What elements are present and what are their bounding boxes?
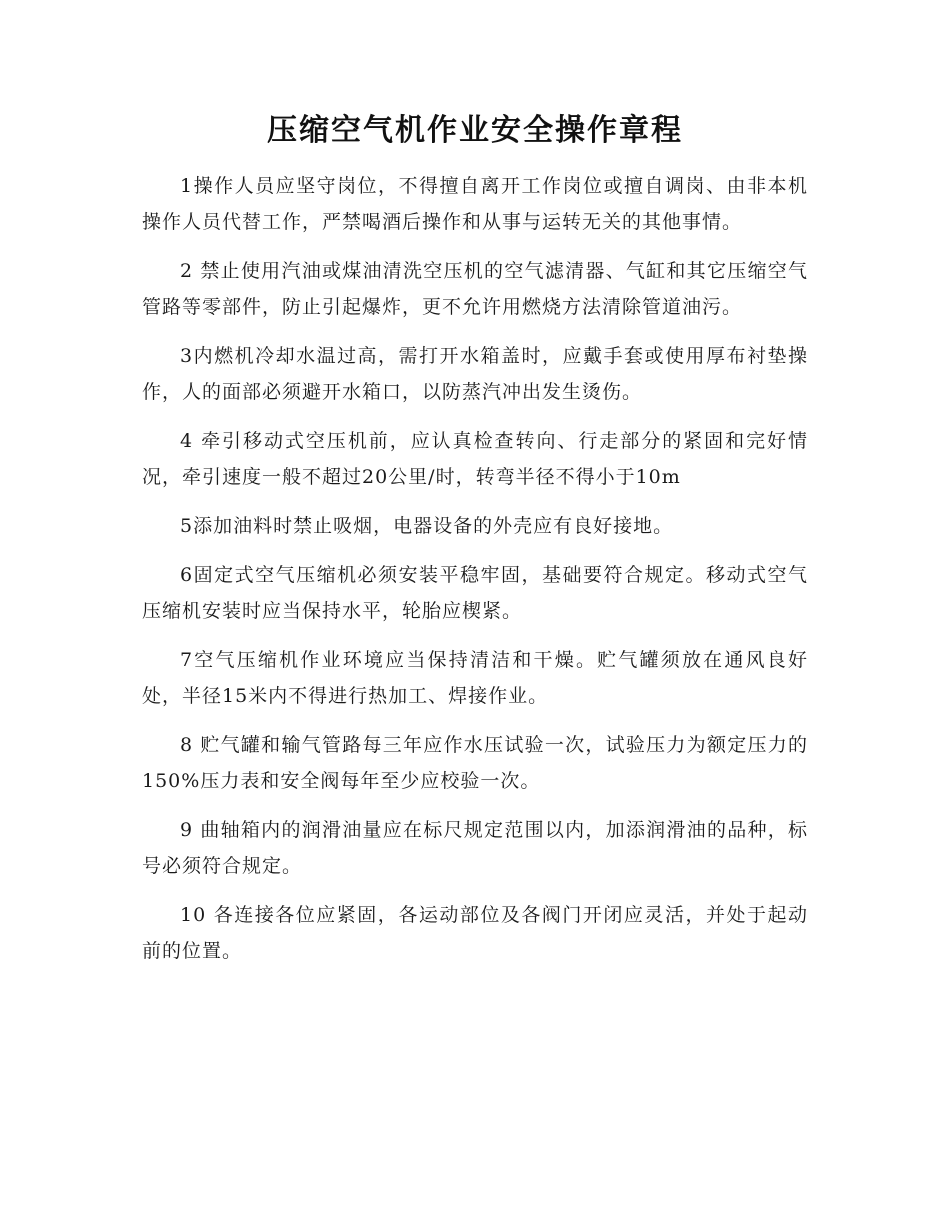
clause-1: 1操作人员应坚守岗位，不得擅自离开工作岗位或擅自调岗、由非本机操作人员代替工作，严禁喝酒后操作和从事与运转无关的其他事情。 <box>142 175 808 233</box>
clause-6: 6固定式空气压缩机必须安装平稳牢固，基础要符合规定。移动式空气压缩机安装时应当保持水平，轮胎应楔紧。 <box>142 564 808 622</box>
clause-9: 9 曲轴箱内的润滑油量应在标尺规定范围以内，加添润滑油的品种，标号必须符合规定。 <box>142 819 808 877</box>
clause-list <box>142 168 808 969</box>
clause-2: 2 禁止使用汽油或煤油清洗空压机的空气滤清器、气缸和其它压缩空气管路等零部件，防止引起爆炸，更不允许用燃烧方法清除管道油污。 <box>142 260 808 318</box>
clause-3: 3内燃机冷却水温过高，需打开水箱盖时，应戴手套或使用厚布衬垫操作，人的面部必须避开水箱口，以防蒸汽冲出发生烫伤。 <box>142 345 808 403</box>
clause-5: 5添加油料时禁止吸烟，电器设备的外壳应有良好接地。 <box>180 515 674 537</box>
clause-8: 8 贮气罐和输气管路每三年应作水压试验一次，试验压力为额定压力的150%压力表和安全阀每年至少应校验一次。 <box>142 734 808 792</box>
clause-10: 10 各连接各位应紧固，各运动部位及各阀门开闭应灵活，并处于起动前的位置。 <box>142 904 808 962</box>
document-title: 压缩空气机作业安全操作章程 <box>267 113 683 148</box>
clause-4: 4 牵引移动式空压机前，应认真检查转向、行走部分的紧固和完好情况，牵引速度一般不超过20公里/时，转弯半径不得小于10m <box>142 430 808 488</box>
clause-7: 7空气压缩机作业环境应当保持清洁和干燥。贮气罐须放在通风良好处，半径15米内不得进行热加工、焊接作业。 <box>142 649 808 707</box>
